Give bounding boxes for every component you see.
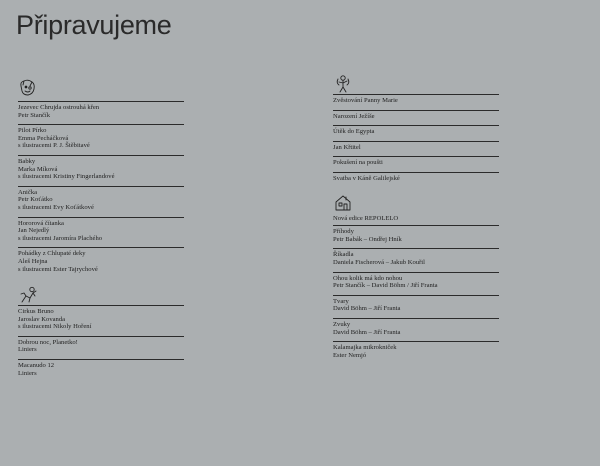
list-item <box>18 305 184 331</box>
list-item-line: Kalamajka mikrokniček <box>333 344 397 352</box>
list-item-line: Říkadla <box>333 251 354 259</box>
pointing-figure-icon <box>18 285 38 305</box>
list-item-line: Macanudo 12 <box>18 362 55 370</box>
list-item <box>333 125 499 136</box>
left-section-2 <box>18 285 184 377</box>
list-item-line: Útěk do Egypta <box>333 128 375 136</box>
list-item-line: Liniers <box>18 346 37 354</box>
list-item-line: Petr Koťátko <box>18 196 53 204</box>
list-item-line: Aleš Hejna <box>18 257 48 265</box>
list-item-line: Emma Pecháčková <box>18 134 69 142</box>
list-item <box>18 247 184 273</box>
list-item-line: Liniers <box>18 369 37 377</box>
left-column <box>18 78 184 387</box>
list-item <box>333 295 499 313</box>
list-item <box>18 124 184 150</box>
list-item-line: David Böhm – Jiří Franta <box>333 305 401 313</box>
list-item <box>333 172 499 183</box>
list-item-line: Jaroslav Kovanda <box>18 315 66 323</box>
list-item-line: Babky <box>18 157 36 165</box>
list-item-line: Ohou kolik má kdo nohou <box>333 274 403 282</box>
list-item-line: s ilustracemi P. J. Štěbitavé <box>18 142 90 150</box>
list-item-line: Daniela Fischerová – Jakub Kouřil <box>333 258 425 266</box>
right-section-1 <box>333 74 499 183</box>
list-item-line: Jezevec Chrujda ostrouhá křen <box>18 104 100 111</box>
list-item-line: s ilustracemi Ester Tajrychové <box>18 265 98 273</box>
right-list-1 <box>333 94 499 183</box>
house-figure-icon <box>333 193 353 213</box>
page-title: Připravujeme <box>16 10 172 40</box>
list-item <box>18 155 184 181</box>
list-item <box>18 359 184 377</box>
list-item <box>333 141 499 152</box>
list-item <box>333 225 499 243</box>
list-item <box>333 110 499 121</box>
list-item-line: David Böhm – Jiří Franta <box>333 328 401 336</box>
list-item-line: Hororová čítanka <box>18 219 64 227</box>
angel-figure-icon <box>333 74 353 94</box>
right-list-2 <box>333 225 499 359</box>
list-item-line: Petr Stančík <box>18 111 51 119</box>
list-item <box>18 217 184 243</box>
list-item-line: Anička <box>18 188 38 196</box>
list-item-line: Petr Stančík – David Böhm / Jiří Franta <box>333 282 438 290</box>
left-list-1 <box>18 101 184 273</box>
list-item-line: Tvary <box>333 297 349 305</box>
list-item <box>333 318 499 336</box>
list-item <box>333 156 499 167</box>
left-section-1 <box>18 78 184 273</box>
list-item-line: Zvuky <box>333 320 351 328</box>
list-item-line: s ilustracemi Nikoly Hoření <box>18 323 92 331</box>
list-item-line: Narození Ježíše <box>333 112 375 120</box>
right-column <box>333 74 499 369</box>
list-item-line: Pokušení na poušti <box>333 159 383 167</box>
list-item <box>333 248 499 266</box>
list-item-line: Petr Babák – Ondřej Hník <box>333 235 402 243</box>
list-item-line: s ilustracemi Kristiny Fingerlandové <box>18 173 115 181</box>
list-item-line: s ilustracemi Evy Koťátkové <box>18 203 94 211</box>
list-item-line: Svatba v Káně Galilejské <box>333 174 400 182</box>
list-item <box>333 272 499 290</box>
list-item-line: Jan Nejedlý <box>18 227 50 235</box>
list-item <box>18 101 184 119</box>
list-item <box>18 186 184 212</box>
list-item-line: Příhody <box>333 228 354 236</box>
left-list-2 <box>18 305 184 377</box>
list-item-line: Jan Křtitel <box>333 143 361 151</box>
list-item-line: Marka Míková <box>18 165 58 173</box>
dog-head-icon <box>18 78 38 98</box>
list-item-line: Zvěstování Panny Marie <box>333 97 398 104</box>
series-label: Nová edice REPOLELO <box>333 214 399 222</box>
list-item-line: Dobrou noc, Planetko! <box>18 338 78 346</box>
list-item-line: s ilustracemi Jaromíra Plachého <box>18 234 103 242</box>
list-item-line: Pohádky z Chlupaté deky <box>18 250 86 258</box>
list-item <box>333 94 499 105</box>
list-item <box>18 336 184 354</box>
list-item-line: Pilot Pírko <box>18 127 47 135</box>
right-section-2 <box>333 193 499 360</box>
list-item <box>333 341 499 359</box>
list-item-line: Ester Nemjó <box>333 351 367 359</box>
list-item-line: Cirkus Bruno <box>18 308 54 316</box>
